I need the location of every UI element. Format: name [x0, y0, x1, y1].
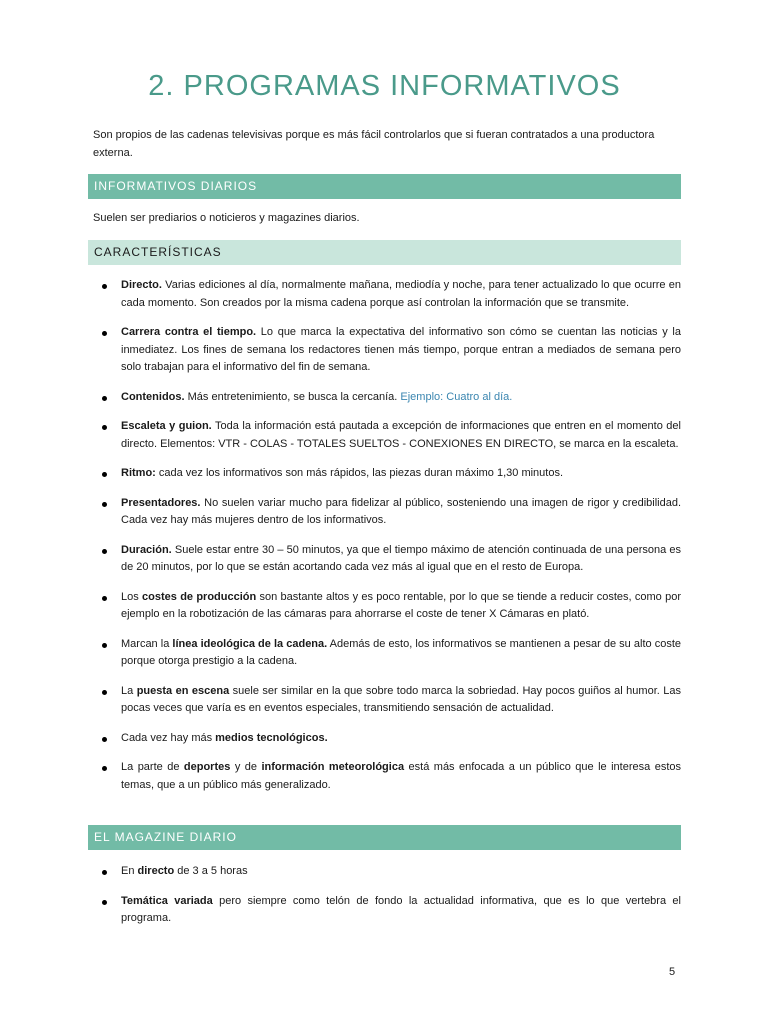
bullet-icon: [102, 502, 107, 507]
list-item: Ritmo: cada vez los informativos son más rápidos, las piezas duran máximo 1,30 minutos.: [88, 465, 681, 483]
list-item: Escaleta y guion. Toda la información está pautada a excepción de informaciones que entren en el momento del directo. Elementos: VTR - COLAS - TOTALES SUELTOS - CONEXIONES EN DIRECTO, se marca en la escaleta.: [88, 418, 681, 453]
list-item: La parte de deportes y de información meteorológica está más enfocada a un público que le interesa estos temas, que a un público más generalizado.: [88, 759, 681, 794]
list-item: Marcan la línea ideológica de la cadena. Además de esto, los informativos se mantienen a pesar de su alto coste porque otorga prestigio a la cadena.: [88, 636, 681, 671]
list-item: Cada vez hay más medios tecnológicos.: [88, 730, 681, 748]
bullet-icon: [102, 737, 107, 742]
list-item: Contenidos. Más entretenimiento, se busca la cercanía. Ejemplo: Cuatro al día.: [88, 389, 681, 407]
heading-caracteristicas: CARACTERÍSTICAS: [88, 240, 681, 265]
example-link: Ejemplo: Cuatro al día.: [400, 390, 513, 403]
bullet-icon: [102, 596, 107, 601]
list-item: Duración. Suele estar entre 30 – 50 minutos, ya que el tiempo máximo de atención continuada de una persona es de 20 minutos, por lo que se están acortando cada vez más al igual que en el resto de Europa.: [88, 542, 681, 577]
informativos-text: Suelen ser prediarios o noticieros y magazines diarios.: [93, 212, 360, 224]
bullet-icon: [102, 766, 107, 771]
heading-informativos-diarios: INFORMATIVOS DIARIOS: [88, 174, 681, 199]
list-item: En directo de 3 a 5 horas: [88, 863, 681, 881]
list-item: La puesta en escena suele ser similar en la que sobre todo marca la sobriedad. Hay pocos guiños al humor. Las pocas veces que varía es en eventos especiales, transmitiendo sensación de actualidad.: [88, 683, 681, 718]
list-item: Directo. Varias ediciones al día, normalmente mañana, mediodía y noche, para tener actualizado lo que ocurre en cada momento. Son creados por la misma cadena porque así controlan la información que se transmite.: [88, 277, 681, 312]
list-item: Carrera contra el tiempo. Lo que marca la expectativa del informativo son cómo se cuentan las noticias y la inmediatez. Los fines de semana los redactores tienen más tiempo, porque entran a mediados de semana pero solo trabajan para el informativo del fin de semana.: [88, 324, 681, 377]
bullet-icon: [102, 870, 107, 875]
page-number: 5: [669, 966, 676, 978]
bullet-icon: [102, 643, 107, 648]
bullet-icon: [102, 396, 107, 401]
bullet-icon: [102, 284, 107, 289]
list-item: Los costes de producción son bastante altos y es poco rentable, por lo que se tiende a reducir costes, como por ejemplo en la robotización de las cámaras para ahorrarse el coste de tener X Cámaras en plató.: [88, 589, 681, 624]
intro-paragraph: Son propios de las cadenas televisivas porque es más fácil controlarlos que si fueran contratados a una productora externa.: [93, 129, 655, 159]
caracteristicas-list: [88, 277, 681, 794]
heading-el-magazine-diario: EL MAGAZINE DIARIO: [88, 825, 681, 850]
bullet-icon: [102, 900, 107, 905]
list-item: Temática variada pero siempre como telón de fondo la actualidad informativa, que es lo que vertebra el programa.: [88, 893, 681, 928]
list-item: Presentadores. No suelen variar mucho para fidelizar al público, sosteniendo una imagen de rigor y credibilidad. Cada vez hay más mujeres dentro de los informativos.: [88, 495, 681, 530]
bullet-icon: [102, 425, 107, 430]
page-title: 2. PROGRAMAS INFORMATIVOS: [148, 70, 621, 102]
bullet-icon: [102, 331, 107, 336]
bullet-icon: [102, 472, 107, 477]
magazine-list: [88, 863, 681, 928]
bullet-icon: [102, 690, 107, 695]
bullet-icon: [102, 549, 107, 554]
